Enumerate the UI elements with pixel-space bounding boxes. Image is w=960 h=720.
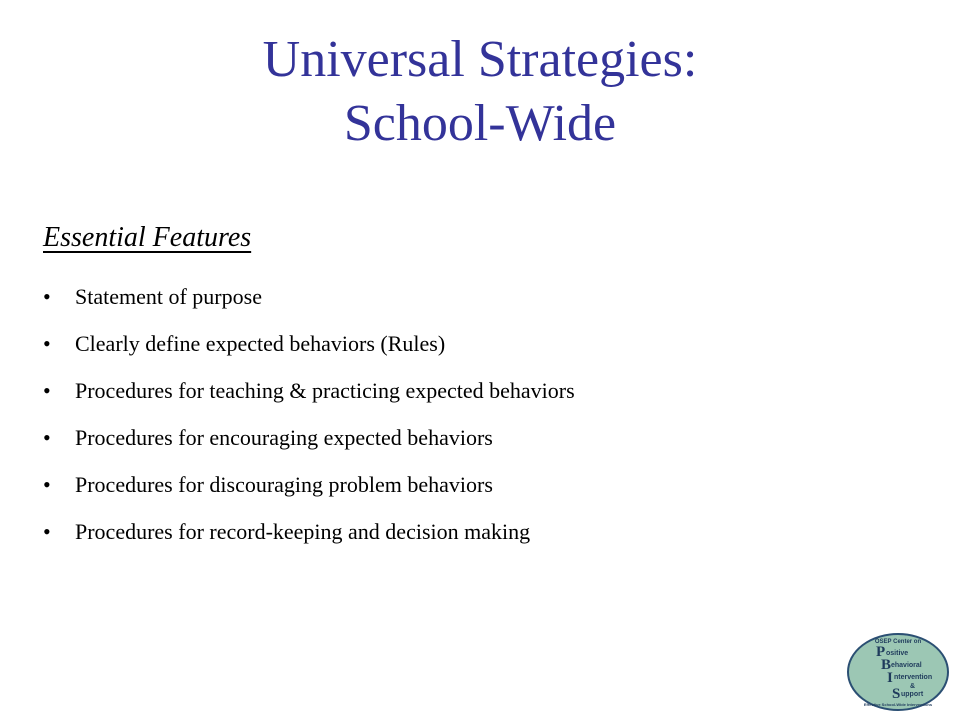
bullet-item — [43, 325, 575, 372]
logo-letter-i: I — [887, 670, 893, 686]
logo-letter-p: P — [876, 644, 886, 660]
bullet-dot-icon: • — [43, 472, 51, 497]
bullet-item — [43, 419, 575, 466]
title-line-2: School-Wide — [343, 95, 617, 152]
logo-word-support: upport — [901, 691, 924, 698]
slide-title — [0, 28, 960, 156]
bullet-dot-icon: • — [43, 331, 51, 356]
logo-org-text: OSEP Center on — [874, 639, 922, 645]
logo-ampersand: & — [910, 683, 916, 690]
logo-letter-s: S — [892, 686, 901, 702]
logo-word-intervention: ntervention — [894, 674, 933, 681]
bullet-text: Procedures for encouraging expected behaviors — [75, 425, 493, 450]
bullet-text: Statement of purpose — [75, 284, 262, 309]
bullet-text: Clearly define expected behaviors (Rules) — [75, 331, 446, 356]
bullet-item — [43, 372, 575, 419]
bullet-text: Procedures for discouraging problem behaviors — [75, 472, 493, 497]
pbis-logo — [846, 632, 950, 712]
logo-word-behavioral: ehavioral — [891, 662, 922, 669]
logo-letter-b: B — [881, 657, 892, 673]
bullet-item — [43, 466, 575, 513]
bullet-list — [43, 278, 575, 560]
logo-word-positive: ositive — [886, 650, 909, 657]
logo-tagline: Effective School-Wide Interventions — [863, 702, 933, 707]
bullet-dot-icon: • — [43, 378, 51, 403]
bullet-dot-icon: • — [43, 284, 51, 309]
bullet-item — [43, 278, 575, 325]
bullet-item — [43, 513, 575, 560]
bullet-text: Procedures for record-keeping and decision making — [75, 519, 531, 544]
bullet-dot-icon: • — [43, 519, 51, 544]
bullet-dot-icon: • — [43, 425, 51, 450]
bullet-text: Procedures for teaching & practicing expected behaviors — [75, 378, 575, 403]
section-heading: Essential Features — [43, 222, 252, 253]
title-line-1: Universal Strategies: — [262, 31, 698, 88]
